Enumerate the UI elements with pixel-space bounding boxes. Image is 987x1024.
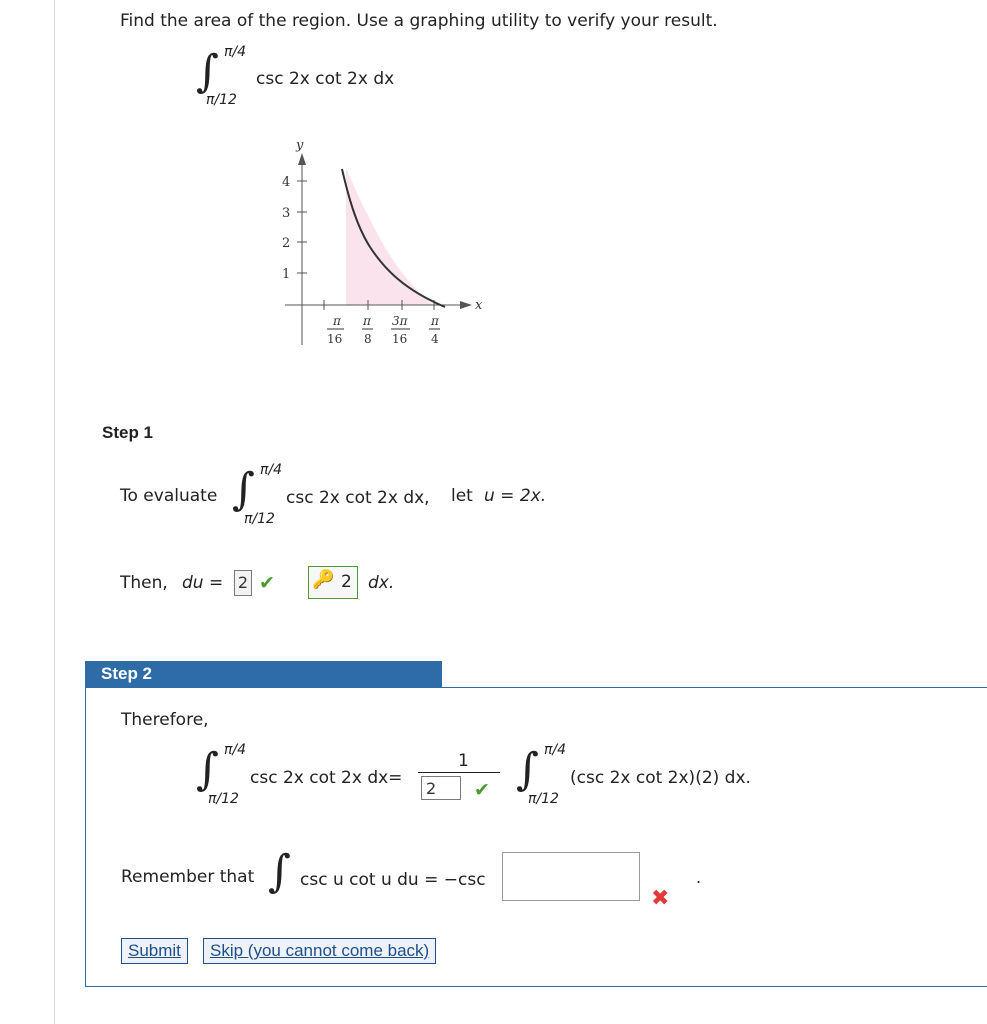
x-tick-den-1: 16: [327, 332, 343, 346]
step1-answer-2: 2: [341, 572, 352, 592]
step2-period: .: [696, 868, 702, 887]
step1-let: let: [451, 486, 473, 506]
step2-integrand-left: csc 2x cot 2x dx=: [250, 768, 403, 788]
step1-du-label: du =: [182, 573, 224, 593]
x-tick-den-3: 16: [392, 332, 408, 346]
answer-input[interactable]: [502, 852, 640, 901]
incorrect-x-icon: ✖: [651, 886, 670, 911]
x-tick-num-1: π: [333, 314, 341, 328]
step2-integrand-u: csc u cot u du = −csc: [300, 870, 486, 890]
x-axis-arrow: [460, 301, 472, 309]
submit-button[interactable]: Submit: [121, 938, 188, 964]
x-tick-label-3pi-16: [391, 314, 410, 346]
step1-integral-sign: ∫: [232, 464, 255, 515]
x-tick-num-2: π: [363, 314, 371, 328]
y-tick-label-2: 2: [282, 236, 291, 251]
y-tick-label-1: 1: [282, 267, 291, 282]
step1-dx: dx.: [368, 573, 395, 593]
step2-integral-sign-right: ∫: [516, 744, 539, 795]
step1-answer-2-box: [308, 566, 358, 599]
y-axis-label: y: [296, 138, 304, 153]
key-icon: 🔑: [312, 569, 335, 590]
step1-u-definition: u = 2x.: [484, 486, 547, 506]
step2-frac-denominator-answer: 2: [421, 776, 461, 800]
y-tick-label-4: 4: [282, 175, 291, 190]
step2-header: [85, 661, 442, 688]
y-axis-arrow: [298, 153, 306, 165]
x-tick-den-4: 4: [431, 332, 439, 346]
x-tick-den-2: 8: [364, 332, 372, 346]
step2-therefore: Therefore,: [121, 710, 209, 730]
step2-integral-sign-u: ∫: [268, 846, 291, 897]
step2-title: Step 2: [101, 664, 153, 683]
step2-upper-right: π/4: [544, 742, 567, 758]
y-tick-label-3: 3: [282, 206, 291, 221]
step2-fraction-bar: [418, 772, 500, 773]
step1-integrand: csc 2x cot 2x dx,: [286, 488, 430, 508]
x-tick-label-pi-4: [429, 314, 440, 346]
x-axis-label: x: [475, 298, 483, 313]
step2-border-left: [85, 688, 86, 986]
step2-border-bottom: [85, 986, 987, 987]
shaded-region: [346, 167, 434, 305]
step2-upper-left: π/4: [224, 742, 247, 758]
step1-then: Then,: [120, 573, 168, 593]
integral-sign: ∫: [196, 46, 219, 97]
problem-prompt: Find the area of the region. Use a graphing utility to verify your result.: [120, 11, 718, 31]
x-tick-num-4: π: [431, 314, 439, 328]
check-icon: ✔: [259, 572, 275, 594]
check-icon: ✔: [474, 779, 490, 801]
step1-lower-limit: π/12: [244, 511, 275, 527]
step2-left-integral: [196, 740, 426, 810]
integral-lower-limit: π/12: [206, 92, 237, 108]
step2-integrand-right: (csc 2x cot 2x)(2) dx.: [570, 768, 751, 788]
step2-integral-sign-left: ∫: [196, 744, 219, 795]
step2-lower-right: π/12: [528, 791, 559, 807]
integral-integrand: csc 2x cot 2x dx: [256, 69, 395, 89]
skip-button[interactable]: Skip (you cannot come back): [203, 938, 436, 964]
integral-upper-limit: π/4: [224, 44, 247, 60]
step1-integral: [232, 460, 562, 530]
step1-lead: To evaluate: [120, 486, 218, 506]
step2-right-integral: [516, 740, 786, 810]
step2-remember: Remember that: [121, 867, 255, 887]
problem-integral: [196, 44, 436, 114]
step1-answer-1: 2: [234, 570, 252, 596]
step2-header-rule: [442, 687, 987, 688]
x-tick-label-pi-16: [327, 314, 344, 346]
left-divider: [54, 0, 55, 1024]
step1-title: Step 1: [102, 423, 154, 442]
step1-upper-limit: π/4: [260, 462, 283, 478]
step2-frac-numerator: 1: [458, 751, 469, 771]
x-tick-num-3: 3π: [392, 314, 408, 328]
x-tick-label-pi-8: [362, 314, 373, 346]
region-graph: [270, 135, 500, 355]
step2-lower-left: π/12: [208, 791, 239, 807]
